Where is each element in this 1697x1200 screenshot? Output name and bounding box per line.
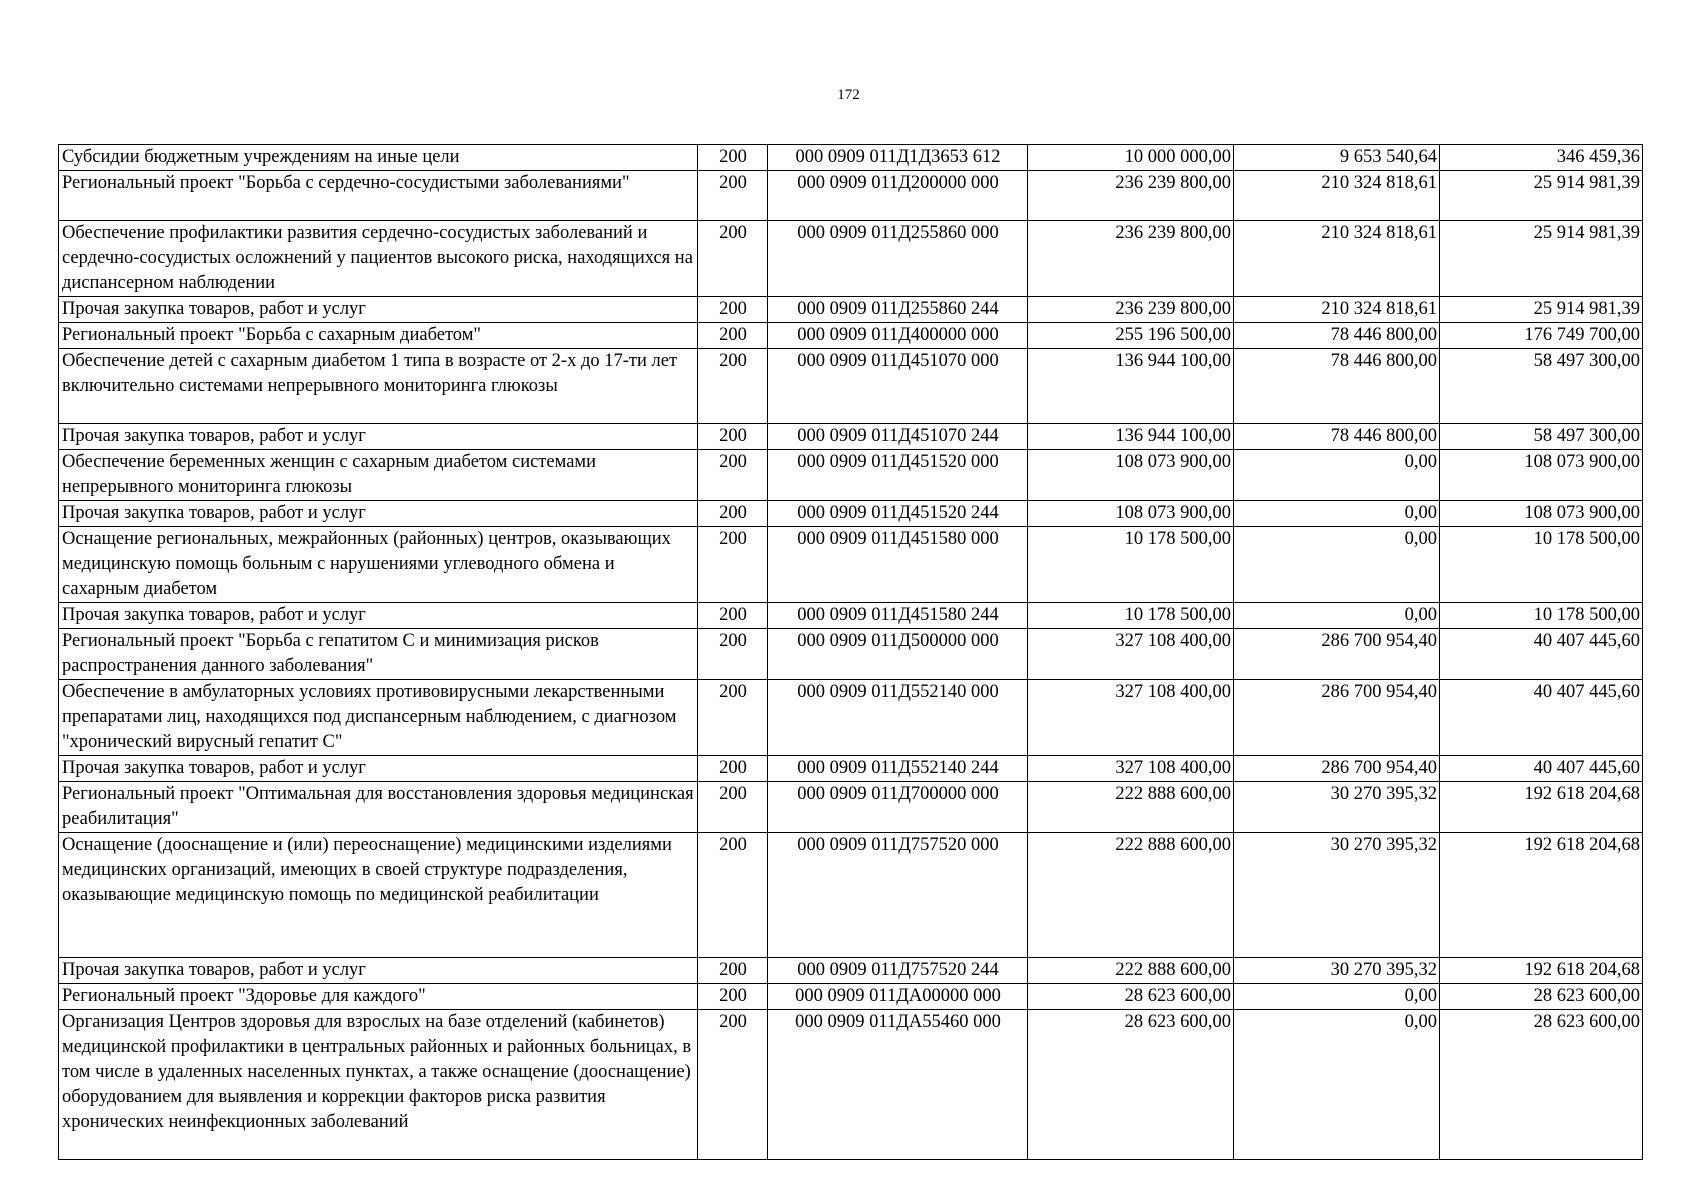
row-code: 200 xyxy=(698,603,768,629)
row-kbk: 000 0909 011Д1Д3653 612 xyxy=(768,145,1028,171)
row-unexecuted: 192 618 204,68 xyxy=(1440,782,1643,833)
row-name: Обеспечение в амбулаторных условиях противовирусными лекарственными препаратами лиц, находящихся под диспансерным наблюдением, с диагнозом "хронический вирусный гепатит С" xyxy=(59,680,698,756)
row-executed: 286 700 954,40 xyxy=(1234,629,1440,680)
table-row xyxy=(59,680,1643,756)
row-code: 200 xyxy=(698,501,768,527)
row-unexecuted: 25 914 981,39 xyxy=(1440,171,1643,221)
row-planned: 327 108 400,00 xyxy=(1028,680,1234,756)
row-name: Обеспечение профилактики развития сердечно-сосудистых заболеваний и сердечно-сосудистых осложнений у пациентов высокого риска, находящихся на диспансерном наблюдении xyxy=(59,221,698,297)
row-planned: 236 239 800,00 xyxy=(1028,297,1234,323)
row-code: 200 xyxy=(698,984,768,1010)
row-name: Обеспечение детей с сахарным диабетом 1 типа в возрасте от 2-х до 17-ти лет включительно системами непрерывного мониторинга глюкозы xyxy=(59,349,698,424)
row-planned: 28 623 600,00 xyxy=(1028,1010,1234,1160)
row-name: Прочая закупка товаров, работ и услуг xyxy=(59,603,698,629)
row-unexecuted: 28 623 600,00 xyxy=(1440,1010,1643,1160)
row-unexecuted: 10 178 500,00 xyxy=(1440,527,1643,603)
row-kbk: 000 0909 011Д451520 000 xyxy=(768,450,1028,501)
row-code: 200 xyxy=(698,629,768,680)
row-name: Региональный проект "Борьба с гепатитом С и минимизация рисков распространения данного заболевания" xyxy=(59,629,698,680)
table-row xyxy=(59,349,1643,424)
row-unexecuted: 25 914 981,39 xyxy=(1440,297,1643,323)
table-row xyxy=(59,501,1643,527)
row-kbk: 000 0909 011Д757520 244 xyxy=(768,958,1028,984)
row-code: 200 xyxy=(698,527,768,603)
row-unexecuted: 40 407 445,60 xyxy=(1440,680,1643,756)
table-row xyxy=(59,603,1643,629)
row-kbk: 000 0909 011Д451070 000 xyxy=(768,349,1028,424)
row-kbk: 000 0909 011Д552140 244 xyxy=(768,756,1028,782)
row-planned: 327 108 400,00 xyxy=(1028,629,1234,680)
table-row xyxy=(59,1010,1643,1160)
row-code: 200 xyxy=(698,297,768,323)
row-name: Оснащение региональных, межрайонных (районных) центров, оказывающих медицинскую помощь больным с нарушениями углеводного обмена и сахарным диабетом xyxy=(59,527,698,603)
row-planned: 222 888 600,00 xyxy=(1028,782,1234,833)
row-executed: 0,00 xyxy=(1234,450,1440,501)
row-planned: 236 239 800,00 xyxy=(1028,171,1234,221)
row-executed: 0,00 xyxy=(1234,1010,1440,1160)
row-planned: 236 239 800,00 xyxy=(1028,221,1234,297)
row-planned: 136 944 100,00 xyxy=(1028,424,1234,450)
row-kbk: 000 0909 011Д451520 244 xyxy=(768,501,1028,527)
row-kbk: 000 0909 011Д700000 000 xyxy=(768,782,1028,833)
row-planned: 222 888 600,00 xyxy=(1028,958,1234,984)
row-executed: 0,00 xyxy=(1234,984,1440,1010)
row-executed: 210 324 818,61 xyxy=(1234,221,1440,297)
table-row xyxy=(59,171,1643,221)
row-kbk: 000 0909 011ДА55460 000 xyxy=(768,1010,1028,1160)
table-row xyxy=(59,424,1643,450)
row-code: 200 xyxy=(698,1010,768,1160)
row-unexecuted: 10 178 500,00 xyxy=(1440,603,1643,629)
row-code: 200 xyxy=(698,782,768,833)
row-name: Региональный проект "Оптимальная для восстановления здоровья медицинская реабилитация" xyxy=(59,782,698,833)
row-kbk: 000 0909 011Д500000 000 xyxy=(768,629,1028,680)
row-planned: 136 944 100,00 xyxy=(1028,349,1234,424)
row-planned: 28 623 600,00 xyxy=(1028,984,1234,1010)
table-row xyxy=(59,323,1643,349)
row-name: Прочая закупка товаров, работ и услуг xyxy=(59,501,698,527)
row-unexecuted: 108 073 900,00 xyxy=(1440,450,1643,501)
row-code: 200 xyxy=(698,145,768,171)
row-code: 200 xyxy=(698,323,768,349)
row-code: 200 xyxy=(698,171,768,221)
row-kbk: 000 0909 011Д200000 000 xyxy=(768,171,1028,221)
table-row xyxy=(59,450,1643,501)
row-name: Прочая закупка товаров, работ и услуг xyxy=(59,756,698,782)
table-row xyxy=(59,782,1643,833)
row-code: 200 xyxy=(698,958,768,984)
row-executed: 0,00 xyxy=(1234,603,1440,629)
row-code: 200 xyxy=(698,424,768,450)
row-kbk: 000 0909 011Д451580 000 xyxy=(768,527,1028,603)
row-code: 200 xyxy=(698,349,768,424)
budget-execution-table xyxy=(58,144,1643,1160)
row-kbk: 000 0909 011Д451070 244 xyxy=(768,424,1028,450)
row-kbk: 000 0909 011Д255860 000 xyxy=(768,221,1028,297)
row-executed: 78 446 800,00 xyxy=(1234,323,1440,349)
row-code: 200 xyxy=(698,450,768,501)
row-executed: 0,00 xyxy=(1234,501,1440,527)
table-row xyxy=(59,145,1643,171)
row-code: 200 xyxy=(698,833,768,958)
table-row xyxy=(59,297,1643,323)
table-row xyxy=(59,756,1643,782)
row-executed: 78 446 800,00 xyxy=(1234,424,1440,450)
row-code: 200 xyxy=(698,680,768,756)
row-name: Региональный проект "Борьба с сахарным диабетом" xyxy=(59,323,698,349)
row-planned: 255 196 500,00 xyxy=(1028,323,1234,349)
row-executed: 210 324 818,61 xyxy=(1234,171,1440,221)
row-kbk: 000 0909 011Д451580 244 xyxy=(768,603,1028,629)
table-row xyxy=(59,833,1643,958)
row-unexecuted: 28 623 600,00 xyxy=(1440,984,1643,1010)
page-number: 172 xyxy=(837,87,860,103)
row-executed: 78 446 800,00 xyxy=(1234,349,1440,424)
row-code: 200 xyxy=(698,221,768,297)
row-unexecuted: 40 407 445,60 xyxy=(1440,629,1643,680)
row-name: Региональный проект "Здоровье для каждого" xyxy=(59,984,698,1010)
row-kbk: 000 0909 011Д552140 000 xyxy=(768,680,1028,756)
table-row xyxy=(59,527,1643,603)
row-planned: 108 073 900,00 xyxy=(1028,501,1234,527)
row-kbk: 000 0909 011Д400000 000 xyxy=(768,323,1028,349)
row-planned: 10 178 500,00 xyxy=(1028,603,1234,629)
row-executed: 0,00 xyxy=(1234,527,1440,603)
row-planned: 222 888 600,00 xyxy=(1028,833,1234,958)
row-unexecuted: 58 497 300,00 xyxy=(1440,349,1643,424)
row-planned: 327 108 400,00 xyxy=(1028,756,1234,782)
row-executed: 286 700 954,40 xyxy=(1234,756,1440,782)
row-executed: 30 270 395,32 xyxy=(1234,782,1440,833)
row-unexecuted: 58 497 300,00 xyxy=(1440,424,1643,450)
row-kbk: 000 0909 011ДА00000 000 xyxy=(768,984,1028,1010)
row-name: Организация Центров здоровья для взрослых на базе отделений (кабинетов) медицинской профилактики в центральных районных и районных больницах, в том числе в удаленных населенных пунктах, а также оснащение (дооснащение) оборудованием для выявления и коррекции факторов риска развития хронических неинфекционных заболеваний xyxy=(59,1010,698,1160)
row-unexecuted: 40 407 445,60 xyxy=(1440,756,1643,782)
row-name: Прочая закупка товаров, работ и услуг xyxy=(59,424,698,450)
row-kbk: 000 0909 011Д757520 000 xyxy=(768,833,1028,958)
row-unexecuted: 192 618 204,68 xyxy=(1440,958,1643,984)
row-unexecuted: 176 749 700,00 xyxy=(1440,323,1643,349)
row-code: 200 xyxy=(698,756,768,782)
row-executed: 30 270 395,32 xyxy=(1234,958,1440,984)
row-name: Субсидии бюджетным учреждениям на иные цели xyxy=(59,145,698,171)
row-name: Прочая закупка товаров, работ и услуг xyxy=(59,958,698,984)
row-executed: 286 700 954,40 xyxy=(1234,680,1440,756)
row-name: Региональный проект "Борьба с сердечно-сосудистыми заболеваниями" xyxy=(59,171,698,221)
row-executed: 30 270 395,32 xyxy=(1234,833,1440,958)
row-unexecuted: 346 459,36 xyxy=(1440,145,1643,171)
table-row xyxy=(59,221,1643,297)
row-kbk: 000 0909 011Д255860 244 xyxy=(768,297,1028,323)
table-row xyxy=(59,984,1643,1010)
row-unexecuted: 192 618 204,68 xyxy=(1440,833,1643,958)
row-unexecuted: 108 073 900,00 xyxy=(1440,501,1643,527)
row-name: Обеспечение беременных женщин с сахарным диабетом системами непрерывного мониторинга глюкозы xyxy=(59,450,698,501)
row-planned: 10 000 000,00 xyxy=(1028,145,1234,171)
row-name: Оснащение (дооснащение и (или) переоснащение) медицинскими изделиями медицинских организаций, имеющих в своей структуре подразделения, оказывающие медицинскую помощь по медицинской реабилитации xyxy=(59,833,698,958)
row-unexecuted: 25 914 981,39 xyxy=(1440,221,1643,297)
row-name: Прочая закупка товаров, работ и услуг xyxy=(59,297,698,323)
row-planned: 10 178 500,00 xyxy=(1028,527,1234,603)
table-row xyxy=(59,629,1643,680)
row-executed: 9 653 540,64 xyxy=(1234,145,1440,171)
row-executed: 210 324 818,61 xyxy=(1234,297,1440,323)
row-planned: 108 073 900,00 xyxy=(1028,450,1234,501)
table-row xyxy=(59,958,1643,984)
